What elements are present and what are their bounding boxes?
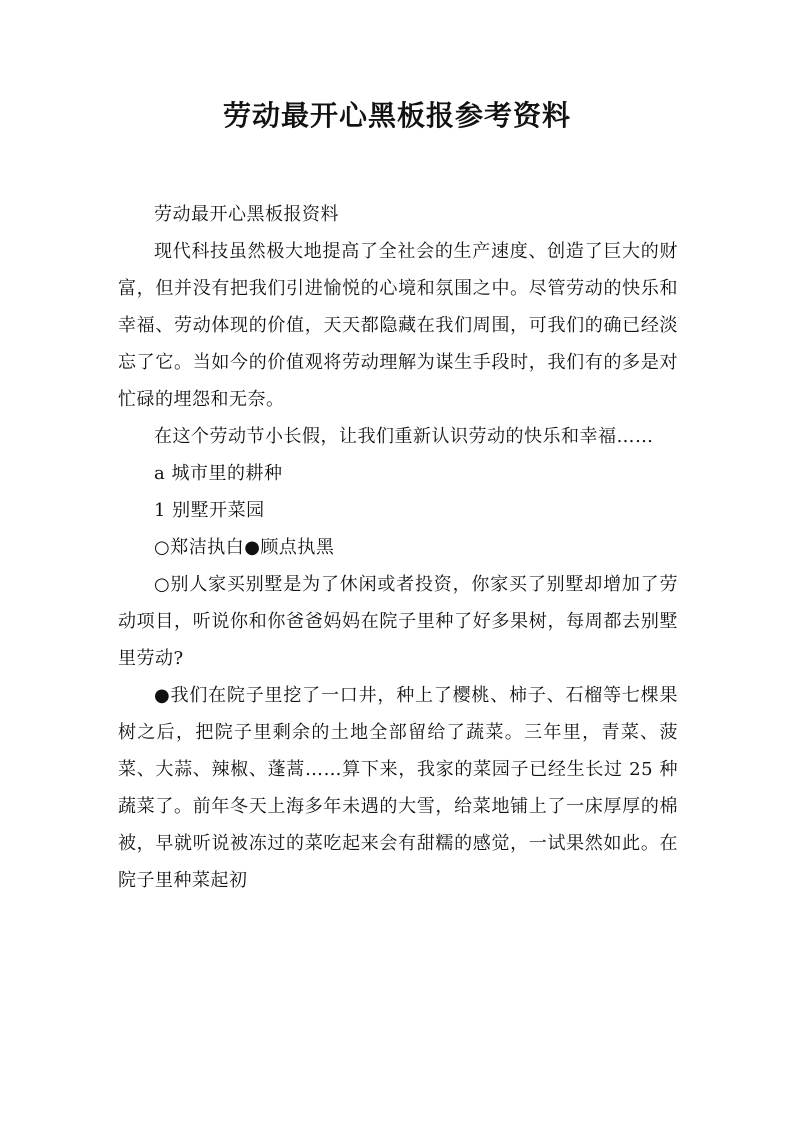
players-line: ○郑洁执白●顾点执黑 bbox=[154, 537, 335, 558]
paragraph-holiday: 在这个劳动节小长假，让我们重新认识劳动的快乐和幸福…… bbox=[154, 426, 654, 447]
paragraph-subtitle: 劳动最开心黑板报资料 bbox=[154, 204, 339, 225]
subsection-heading: 1 别墅开菜园 bbox=[154, 500, 265, 521]
paragraph-intro: 现代科技虽然极大地提高了全社会的生产速度、创造了巨大的财富，但并没有把我们引进愉悦的心境和氛围之中。尽管劳动的快乐和幸福、劳动体现的价值，天天都隐藏在我们周围，可我们的确已经淡忘了它。当如今的价值观将劳动理解为谋生手段时，我们有的多是对忙碌的埋怨和无奈。 bbox=[118, 241, 678, 410]
answer-paragraph: ●我们在院子里挖了一口井，种上了樱桃、柿子、石榴等七棵果树之后，把院子里剩余的土地全部留给了蔬菜。三年里，青菜、菠菜、大蒜、辣椒、蓬蒿……算下来，我家的菜园子已经生长过 25 种蔬菜了。前年冬天上海多年未遇的大雪，给菜地铺上了一床厚厚的棉被，早就听说被冻过的菜吃起来会有甜糯的感觉，一试果然如此。在院子里种菜起初 bbox=[118, 685, 678, 891]
document-title: 劳动最开心黑板报参考资料 bbox=[222, 99, 571, 132]
question-paragraph: ○别人家买别墅是为了休闲或者投资，你家买了别墅却增加了劳动项目，听说你和你爸爸妈妈在院子里种了好多果树，每周都去别墅里劳动? bbox=[118, 574, 678, 669]
section-heading: a 城市里的耕种 bbox=[154, 463, 283, 484]
document-body bbox=[118, 196, 678, 899]
